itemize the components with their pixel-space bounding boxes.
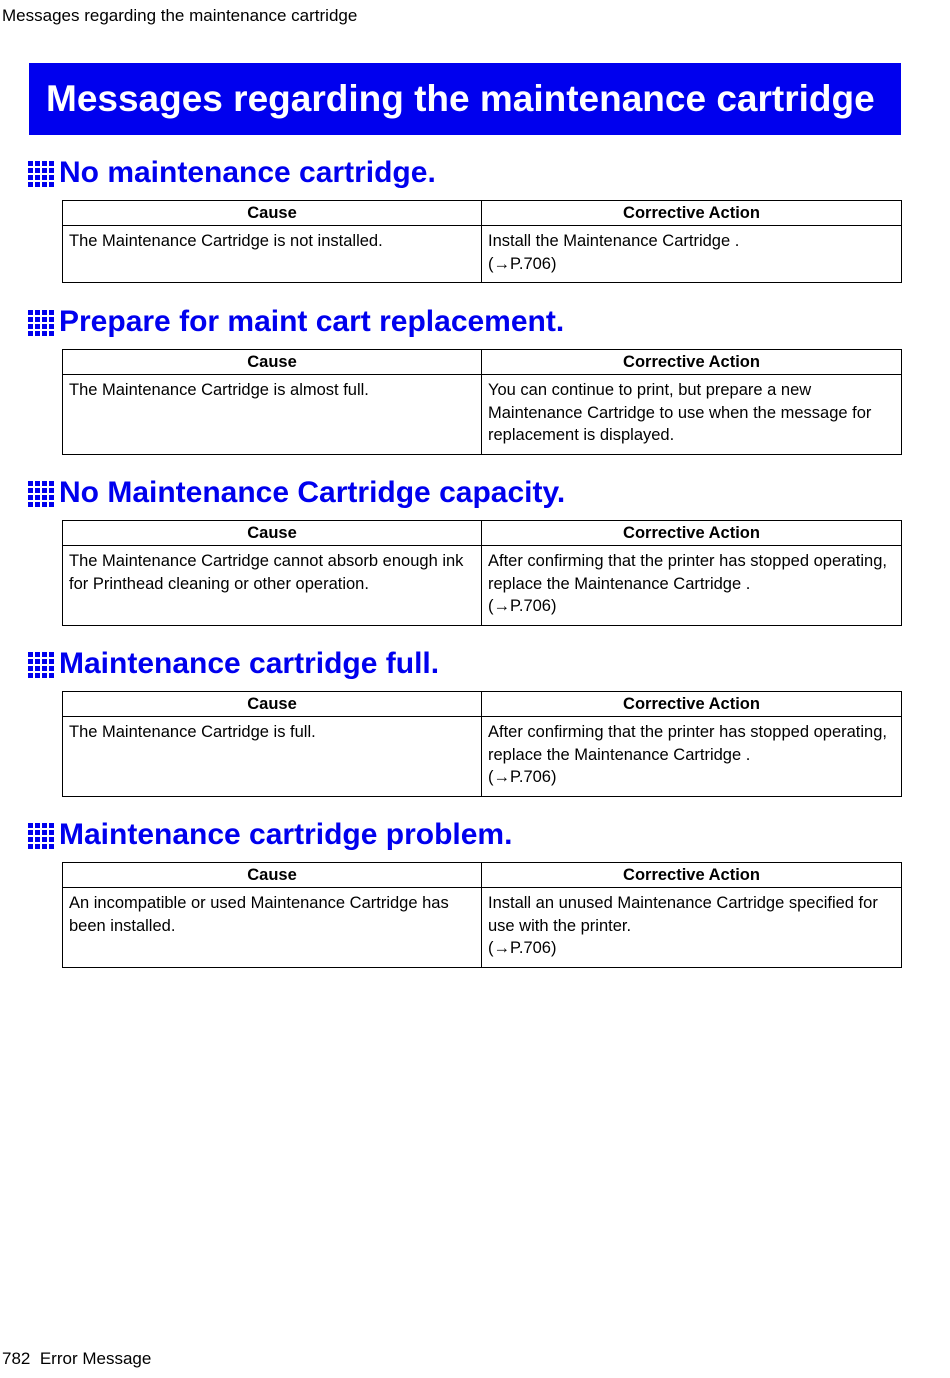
message-section-cartridge-full <box>28 646 902 797</box>
message-table <box>62 520 902 626</box>
section-heading <box>28 304 902 340</box>
message-table <box>62 349 902 455</box>
cause-text: An incompatible or used Maintenance Cartridge has been installed. <box>69 894 449 935</box>
cause-header: Cause <box>63 521 482 546</box>
action-cell <box>482 888 902 968</box>
cause-cell <box>63 546 482 626</box>
footer-section-name: Error Message <box>39 1349 152 1368</box>
page-footer <box>2 1349 151 1369</box>
cause-header: Cause <box>63 350 482 375</box>
page-number: 782 <box>2 1349 31 1368</box>
action-header: Corrective Action <box>482 521 902 546</box>
cause-text: The Maintenance Cartridge is not installed. <box>69 232 383 250</box>
message-section-no-capacity <box>28 475 902 626</box>
page-reference-link[interactable]: (→P.706) <box>488 768 557 786</box>
table-header-row <box>63 863 902 888</box>
section-heading <box>28 817 902 853</box>
message-section-cartridge-problem <box>28 817 902 968</box>
page-reference-link[interactable]: (→P.706) <box>488 939 557 957</box>
cause-cell <box>63 717 482 797</box>
running-header: Messages regarding the maintenance cartridge <box>2 6 358 25</box>
action-cell <box>482 375 902 455</box>
cause-text: The Maintenance Cartridge is almost full. <box>69 381 369 399</box>
action-text: Install an unused Maintenance Cartridge specified for use with the printer. <box>488 894 878 935</box>
message-table <box>62 200 902 283</box>
table-header-row <box>63 521 902 546</box>
grid-icon <box>28 310 54 336</box>
table-row <box>63 546 902 626</box>
action-text: After confirming that the printer has stopped operating, replace the Maintenance Cartridge . <box>488 723 887 764</box>
section-title: No maintenance cartridge. <box>59 156 436 189</box>
cause-cell <box>63 888 482 968</box>
action-text: You can continue to print, but prepare a new Maintenance Cartridge to use when the message for replacement is displayed. <box>488 381 872 444</box>
cause-text: The Maintenance Cartridge is full. <box>69 723 316 741</box>
grid-icon <box>28 823 54 849</box>
action-header: Corrective Action <box>482 201 902 226</box>
action-header: Corrective Action <box>482 692 902 717</box>
table-header-row <box>63 201 902 226</box>
table-row <box>63 375 902 455</box>
section-title: No Maintenance Cartridge capacity. <box>59 476 566 509</box>
message-section-no-cartridge <box>28 155 902 283</box>
table-header-row <box>63 350 902 375</box>
cause-header: Cause <box>63 201 482 226</box>
section-heading <box>28 155 902 191</box>
cause-header: Cause <box>63 692 482 717</box>
section-title: Maintenance cartridge problem. <box>59 818 513 851</box>
section-title: Maintenance cartridge full. <box>59 647 440 680</box>
grid-icon <box>28 481 54 507</box>
table-row <box>63 717 902 797</box>
title-banner <box>29 63 901 135</box>
section-heading <box>28 475 902 511</box>
action-cell <box>482 226 902 283</box>
action-header: Corrective Action <box>482 863 902 888</box>
section-heading <box>28 646 902 682</box>
cause-text: The Maintenance Cartridge cannot absorb enough ink for Printhead cleaning or other operation. <box>69 552 464 593</box>
table-header-row <box>63 692 902 717</box>
cause-header: Cause <box>63 863 482 888</box>
action-header: Corrective Action <box>482 350 902 375</box>
page-title: Messages regarding the maintenance cartridge <box>46 78 875 119</box>
section-title: Prepare for maint cart replacement. <box>59 305 565 338</box>
message-section-prepare-replacement <box>28 304 902 455</box>
page-reference-link[interactable]: (→P.706) <box>488 597 557 615</box>
message-table <box>62 862 902 968</box>
page-reference-link[interactable]: (→P.706) <box>488 254 557 273</box>
table-row <box>63 226 902 283</box>
grid-icon <box>28 652 54 678</box>
grid-icon <box>28 161 54 187</box>
action-cell <box>482 717 902 797</box>
cause-cell <box>63 375 482 455</box>
table-row <box>63 888 902 968</box>
action-text: Install the Maintenance Cartridge . <box>488 232 740 250</box>
cause-cell <box>63 226 482 283</box>
action-cell <box>482 546 902 626</box>
message-table <box>62 691 902 797</box>
action-text: After confirming that the printer has stopped operating, replace the Maintenance Cartridge . <box>488 552 887 593</box>
